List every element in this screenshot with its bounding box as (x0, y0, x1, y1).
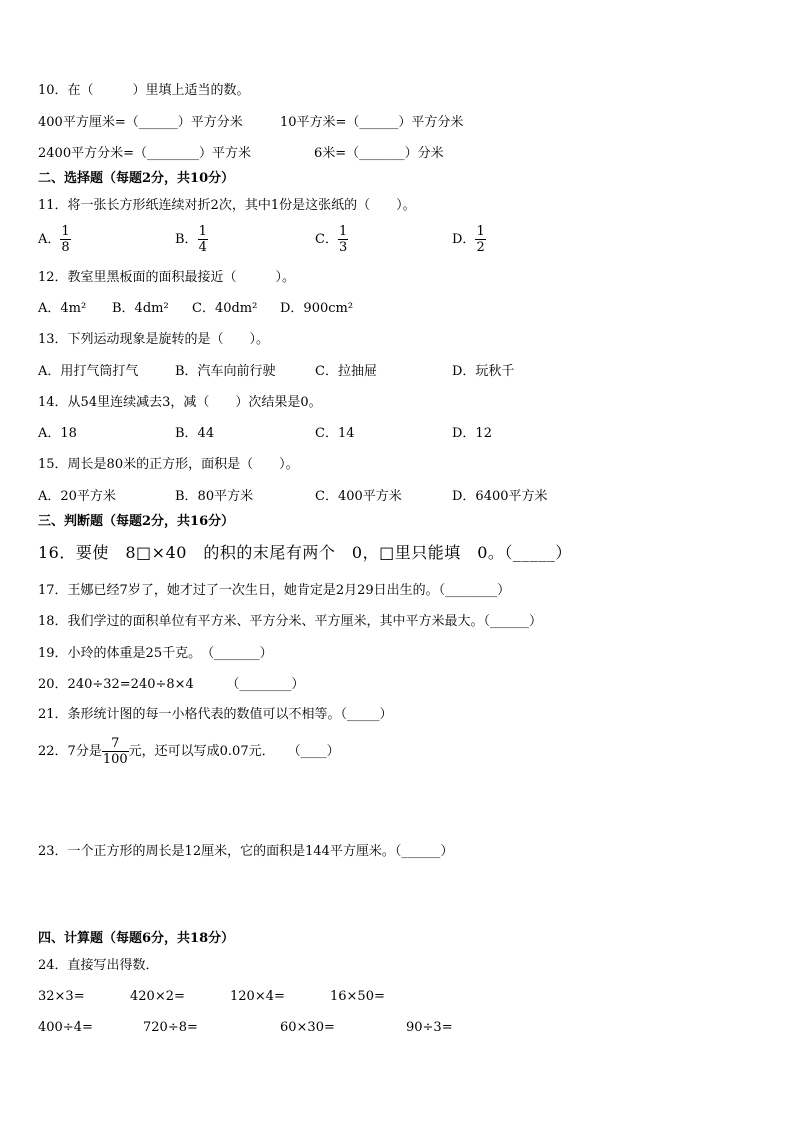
q11-option-b (175, 224, 208, 255)
fraction (198, 224, 208, 255)
q13-option-a: A．用打气筒打气 (38, 364, 139, 379)
q17-text: 17．王娜已经7岁了，她才过了一次生日，她肯定是2月29日出生的。（________） (38, 583, 511, 598)
q15-option-b: B．80平方米 (175, 489, 254, 504)
q15-text: 15．周长是80米的正方形，面积是（ ）。 (38, 457, 299, 472)
option-label: C． (315, 232, 338, 247)
q15-option-a: A．20平方米 (38, 489, 116, 504)
fraction (475, 224, 485, 255)
section-3-heading: 三、判断题（每题2分，共16分） (38, 514, 235, 529)
fraction (338, 224, 348, 255)
q12-text: 12．教室里黑板面的面积最接近（ ）。 (38, 270, 296, 285)
q16-text: 16．要使 8□×40 的积的末尾有两个 0，□里只能填 0。（_____） (38, 543, 572, 562)
q12-option-b: B．4dm² (112, 301, 169, 316)
numerator: 1 (476, 224, 485, 239)
section-2-heading: 二、选择题（每题2分，共10分） (38, 171, 235, 186)
q23-text: 23．一个正方形的周长是12厘米，它的面积是144平方厘米。（______） (38, 844, 454, 859)
q18-text: 18．我们学过的面积单位有平方米、平方分米、平方厘米，其中平方米最大。（______） (38, 614, 543, 629)
q12-option-a: A．4m² (38, 301, 87, 316)
q13-text: 13．下列运动现象是旋转的是（ ）。 (38, 332, 270, 347)
q11-option-a (38, 224, 71, 255)
calc-item: 90÷3= (406, 1020, 453, 1035)
q13-option-d: D．玩秋千 (452, 364, 515, 379)
denominator: 100 (102, 752, 128, 767)
q10-title: 10．在（ ）里填上适当的数。 (38, 83, 250, 98)
q21-text: 21．条形统计图的每一小格代表的数值可以不相等。（_____） (38, 707, 393, 722)
option-label: D． (452, 232, 476, 247)
calc-item: 120×4= (230, 989, 285, 1004)
q12-option-d: D．900cm² (280, 301, 354, 316)
option-label: B． (175, 232, 198, 247)
q11-option-d (452, 224, 486, 255)
numerator: 1 (338, 224, 348, 239)
denominator: 4 (198, 240, 207, 255)
q22-text (38, 736, 340, 768)
q22-suffix: 元，还可以写成0.07元． （____） (128, 744, 340, 759)
q14-option-a: A．18 (38, 426, 77, 441)
denominator: 3 (338, 240, 348, 255)
denominator: 8 (61, 240, 70, 255)
q12-option-c: C．40dm² (192, 301, 258, 316)
numerator: 1 (198, 224, 207, 239)
q14-option-b: B．44 (175, 426, 215, 441)
q22-prefix: 22．7分是 (38, 744, 102, 759)
q19-text: 19．小玲的体重是25千克。 （_______） (38, 646, 273, 661)
q13-option-b: B．汽车向前行驶 (175, 364, 276, 379)
calc-item: 60×30= (280, 1020, 335, 1035)
q14-option-c: C．14 (315, 426, 355, 441)
calc-item: 400÷4= (38, 1020, 93, 1035)
calc-item: 16×50= (330, 989, 385, 1004)
q11-text: 11．将一张长方形纸连续对折2次，其中1份是这张纸的（ ）。 (38, 198, 416, 213)
calc-item: 32×3= (38, 989, 85, 1004)
q10-item-4: 6米=（_______）分米 (314, 146, 444, 161)
q14-text: 14．从54里连续减去3，减（ ）次结果是0。 (38, 395, 322, 410)
q11-option-c (315, 224, 348, 255)
option-label: A． (38, 232, 61, 247)
q24-text: 24．直接写出得数． (38, 958, 159, 973)
q10-item-1: 400平方厘米=（______）平方分米 (38, 115, 243, 130)
numerator: 1 (61, 224, 70, 239)
q10-item-2: 10平方米=（______）平方分米 (280, 115, 464, 130)
calc-item: 720÷8= (143, 1020, 198, 1035)
fraction (102, 736, 129, 767)
q10-item-3: 2400平方分米=（________）平方米 (38, 146, 251, 161)
q20-text: 20．240÷32=240÷8×4 （________） (38, 677, 305, 692)
numerator: 7 (102, 736, 129, 752)
denominator: 2 (476, 240, 485, 255)
q14-option-d: D．12 (452, 426, 492, 441)
calc-item: 420×2= (130, 989, 185, 1004)
q15-option-c: C．400平方米 (315, 489, 402, 504)
fraction (60, 224, 70, 255)
q15-option-d: D．6400平方米 (452, 489, 548, 504)
q13-option-c: C．拉抽屉 (315, 364, 377, 379)
section-4-heading: 四、计算题（每题6分，共18分） (38, 931, 235, 946)
